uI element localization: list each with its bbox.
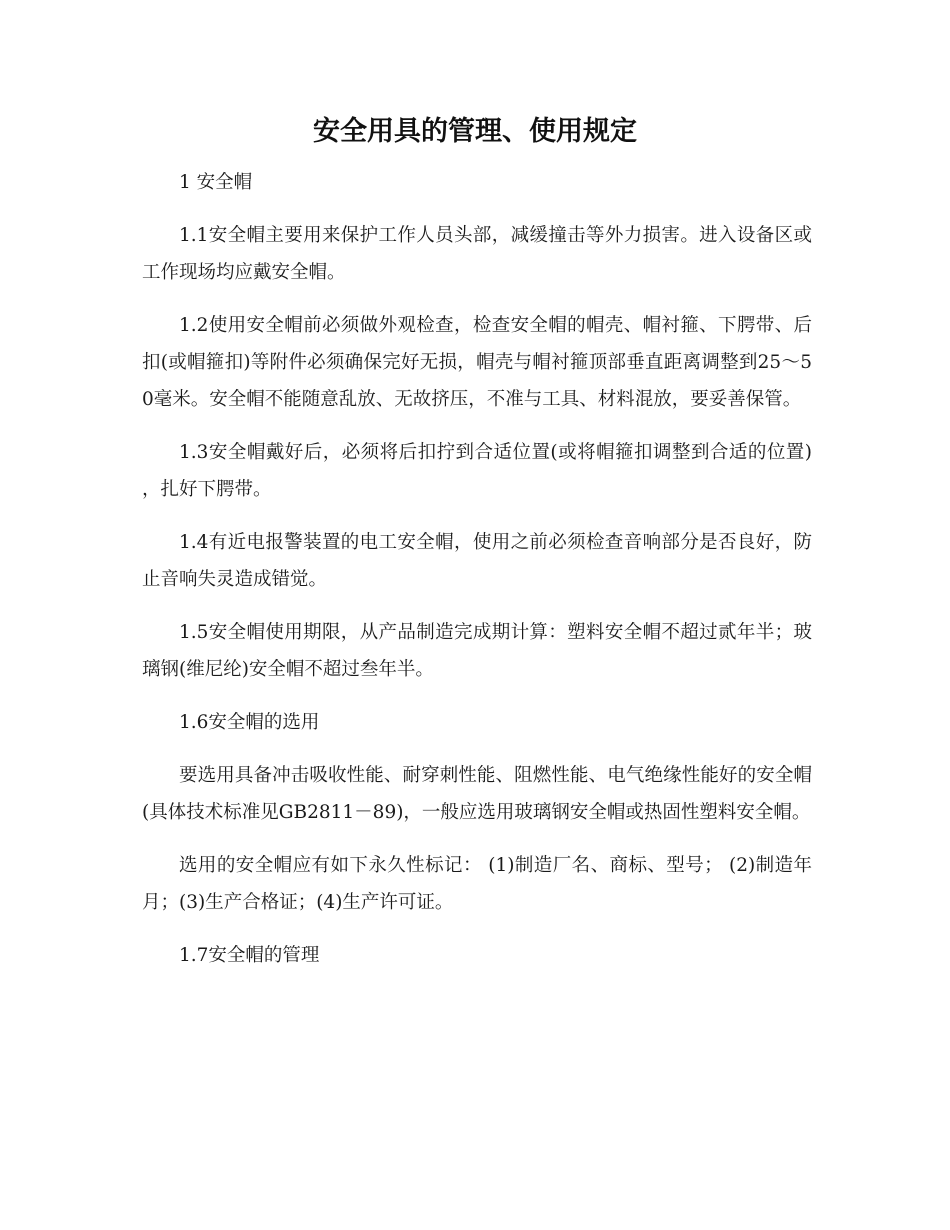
paragraph: 选用的安全帽应有如下永久性标记： (1)制造厂名、商标、型号； (2)制造年月；(3)生产合格证；(4)生产许可证。 [142,855,812,913]
section-heading: 1 安全帽 [179,172,253,193]
paragraph: 1.4有近电报警装置的电工安全帽，使用之前必须检查音响部分是否良好，防止音响失灵造成错觉。 [142,532,812,590]
paragraph: 1.3安全帽戴好后，必须将后扣拧到合适位置(或将帽箍扣调整到合适的位置)，扎好下腭带。 [142,442,812,500]
paragraph: 1.1安全帽主要用来保护工作人员头部，减缓撞击等外力损害。进入设备区或工作现场均应戴安全帽。 [142,225,812,283]
paragraph: 1.2使用安全帽前必须做外观检查，检查安全帽的帽壳、帽衬箍、下腭带、后扣(或帽箍扣)等附件必须确保完好无损，帽壳与帽衬箍顶部垂直距离调整到25～50毫米。安全帽不能随意乱放、无故挤压，不准与工具、材料混放，要妥善保管。 [142,315,812,410]
paragraph: 要选用具备冲击吸收性能、耐穿刺性能、阻燃性能、电气绝缘性能好的安全帽(具体技术标准见GB2811－89)，一般应选用玻璃钢安全帽或热固性塑料安全帽。 [142,765,812,823]
paragraph: 1.5安全帽使用期限，从产品制造完成期计算：塑料安全帽不超过贰年半；玻璃钢(维尼纶)安全帽不超过叁年半。 [142,622,812,680]
document-title: 安全用具的管理、使用规定 [313,116,637,147]
subsection-heading: 1.6安全帽的选用 [179,712,320,733]
subsection-heading: 1.7安全帽的管理 [179,945,320,966]
document-body [142,164,812,990]
